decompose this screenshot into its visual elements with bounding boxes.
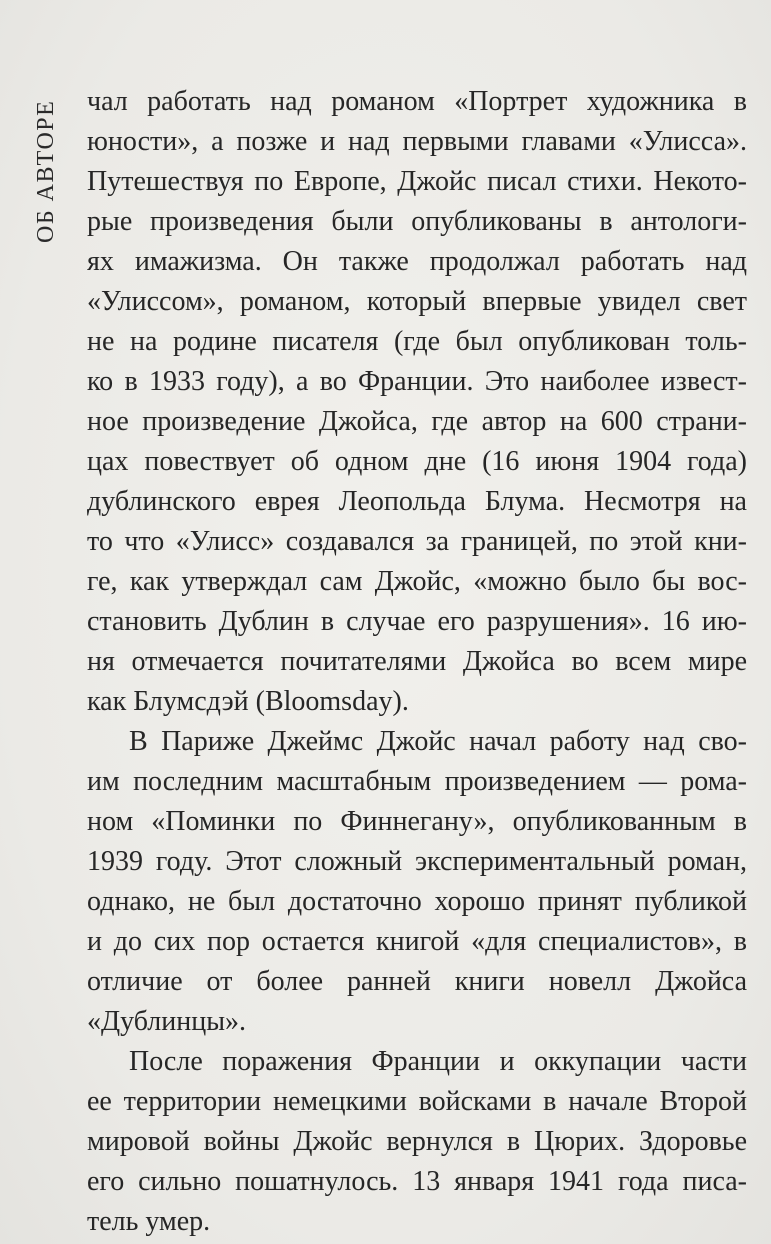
text-line: ное произведение Джойса, где автор на 600 страни- [87, 406, 747, 437]
text-line: становить Дублин в случае его разрушения». 16 ию- [87, 606, 747, 637]
text-line: ях имажизма. Он также продолжал работать над [87, 246, 747, 277]
paragraph-3 [87, 1042, 747, 1242]
body-text [87, 82, 747, 1242]
text-line: отличие от более ранней книги новелл Джойса [87, 966, 747, 997]
text-line: ее территории немецкими войсками в начале Второй [87, 1086, 747, 1117]
text-line: мировой войны Джойс вернулся в Цюрих. Здоровье [87, 1126, 747, 1157]
paragraph-1 [87, 82, 747, 722]
text-line: рые произведения были опубликованы в антологи- [87, 206, 747, 237]
running-head: ОБ АВТОРЕ [33, 100, 59, 244]
text-line: «Улиссом», романом, который впервые увидел свет [87, 286, 747, 317]
text-line: 1939 году. Этот сложный экспериментальный роман, [87, 846, 747, 877]
text-line: им последним масштабным произведением — рома- [87, 766, 747, 797]
text-line: «Дублинцы». [87, 1006, 247, 1037]
paragraph-2 [87, 722, 747, 1042]
text-line: Путешествуя по Европе, Джойс писал стихи. Некото- [87, 166, 747, 197]
text-line: цах повествует об одном дне (16 июня 1904 года) [87, 446, 747, 477]
text-line: ко в 1933 году), а во Франции. Это наиболее извест- [87, 366, 747, 397]
text-line: чал работать над романом «Портрет художника в [87, 86, 747, 117]
text-line: не на родине писателя (где был опубликован толь- [87, 326, 747, 357]
text-line: юности», а позже и над первыми главами «Улисса». [87, 126, 747, 157]
text-line: тель умер. [87, 1206, 211, 1237]
text-line: однако, не был достаточно хорошо принят публикой [87, 886, 747, 917]
text-line: В Париже Джеймс Джойс начал работу над сво- [129, 726, 747, 757]
text-line: и до сих пор остается книгой «для специалистов», в [87, 926, 747, 957]
text-line: ном «Поминки по Финнегану», опубликованным в [87, 806, 747, 837]
text-line: ге, как утверждал сам Джойс, «можно было бы вос- [87, 566, 747, 597]
text-line: как Блумсдэй (Bloomsday). [87, 686, 409, 717]
text-line: то что «Улисс» создавался за границей, по этой кни- [87, 526, 747, 557]
text-line: его сильно пошатнулось. 13 января 1941 года писа- [87, 1166, 747, 1197]
text-line: дублинского еврея Леопольда Блума. Несмотря на [87, 486, 747, 517]
text-line: После поражения Франции и оккупации части [129, 1046, 747, 1077]
text-line: ня отмечается почитателями Джойса во всем мире [87, 646, 747, 677]
